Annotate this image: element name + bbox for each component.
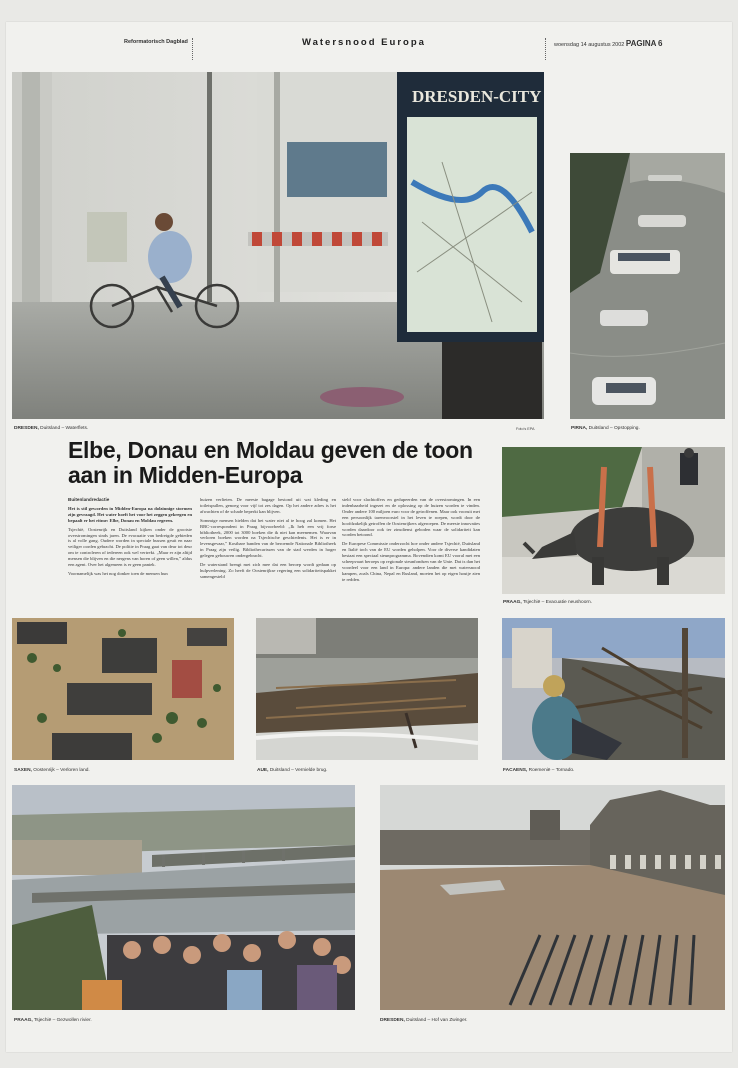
caption-text: Duitsland – Hof van Zwinger. [406, 1018, 468, 1023]
article-paragraph: De Europese Commissie onderzocht hoe onder andere Tsjechië, Duitsland en Italië toch van de EU worden geholpen. Voor de diverse kandidaten bestaat een speciaal steunprogramma. Bovendien komt EU vooral met een scheepvaart beroeps op regionale steunfondsen van de Unie. Dat is dan het voordeel voor een land in Europa: andere landen die met watersnood kampen, zoals China, Nepal en Rusland, moeten het op eigen houtje zien te redden. [342, 541, 480, 582]
article-paragraph: steld voor slachtoffers en gedupeerden van de overstromingen. In een indenbaarheid ingezet en de oplossing op de huizen worden te vinden. Onder andere 100 miljoen euro voor de getroffenen. Maar ook vooruit met een persoonlijk tarenvoorstel in het leven te roepen, wordt door de hoofdzakelijk getroffen de Oostenrijkers afgeroepen. De meeste innovaties worden daardoor ook ter zinsdienst geboden waar de solidariteit kan worden betoond. [342, 497, 480, 538]
header-divider [545, 38, 546, 60]
page-date: woensdag 14 augustus 2002 [554, 42, 625, 48]
caption-dresden [14, 426, 88, 431]
newspaper-page [6, 22, 732, 1052]
page-number: 6 [657, 39, 663, 48]
article-lead: Het is stil geworden in Midden-Europa na dolzinnige stormen zijn gevraagd. Het water hoeft het voor het zeggen gekregen en bepaalt er het ritme: Elbe, Donau en Moldau regeren. [68, 505, 192, 523]
page-header [6, 32, 732, 52]
photo-zwinger-image [380, 785, 725, 1010]
caption-text: Tsjechië – Evacuatie neushoorn. [522, 600, 592, 605]
article-paragraph: Sommige mensen hielden dat het water niet al te hoog zal komen. Het BBC-correspondent in Praag bijvoorbeeld: „Ik heb een vrij forse bibliotheek, 2000 tot 3000 boeken die ik niet kan meenemen. Waarvan verloren boeken worden na Tsjechische geschiedenis. Het is er in levensgevaar,” Kostbare banden van de beroemde Nationale Bibliotheek in Praag zijn veilig. Bibliothecarissen van de stad werden in hoger gelegen gebouwen ondergebracht. [200, 517, 336, 559]
photo-dresden-street [12, 72, 544, 419]
caption-place: DRESDEN, [14, 426, 39, 431]
caption-praag-river [14, 1018, 92, 1023]
caption-rhino [503, 600, 592, 605]
header-divider [192, 38, 193, 60]
photo-praag-river [12, 785, 355, 1010]
article-byline: Buitenlandredactie [68, 497, 110, 502]
photo-zwinger [380, 785, 725, 1010]
caption-text: Roemenië – Tornado. [528, 768, 575, 773]
caption-place: AUE, [257, 768, 269, 773]
caption-place: SAXEN, [14, 768, 32, 773]
photo-facaens-tornado [502, 618, 725, 760]
paper-name: Reformatorisch Dagblad [124, 39, 188, 45]
photo-saxen-image [12, 618, 234, 760]
article-paragraph: huizen verlieten. De meeste bagage bestond uit wat kleding en toiletspullen, genoeg voor vijf tot zes dagen. Op het andere adres is het afwachten of de schade beperkt kan blijven. [200, 497, 336, 514]
article-paragraph: De waterstand brengt met zich mee dat een beroep wordt gedaan op hulpverlening. Zo heeft de Oostenrijkse regering een solidariteitspakket samengesteld [200, 562, 336, 579]
article-paragraph: Voornamelijk was het nog donker toen de mensen hun [68, 570, 168, 576]
caption-place: FACAENS, [503, 768, 528, 773]
article-paragraph: Tsjechië, Oostenrijk en Duitsland kijken onder de grootste overstromingen sinds jaren. De evacuatie van bedreigde gebieden is al volle gang. Oudere worden in speciale bussen geuit en naar veiliger oorden gebracht. De politie in Praag gaat van deur tot deur om te controleren of iedereen ook wel vertrekt. „Maar er zijn altijd mensen die blijven en die nergens van horen of geen willen,” aldus een agent. Over het algemeen is er geen paniek. [68, 526, 192, 568]
photo-aue-bridge [256, 618, 478, 760]
caption-place: PRAAG, [14, 1018, 33, 1023]
caption-facaens [503, 768, 574, 773]
caption-place: DRESDEN, [380, 1018, 405, 1023]
caption-saxen [14, 768, 90, 773]
photo-pirna-cars [570, 153, 725, 419]
caption-aue [257, 768, 327, 773]
page-date-line [554, 39, 662, 48]
photo-dresden-image [12, 72, 544, 419]
photo-credit: Foto's EPA [516, 427, 535, 431]
photo-pirna-image [570, 153, 725, 419]
article-column-2 [200, 497, 336, 583]
caption-text: Oostenrijk – Verloren land. [33, 768, 90, 773]
caption-place: PIRNA, [571, 426, 588, 431]
caption-text: Tsjechië – Gezwollen rivier. [33, 1018, 92, 1023]
photo-praag-image [12, 785, 355, 1010]
caption-place: PRAAG, [503, 600, 522, 605]
caption-text: Duitsland – Waterflets. [40, 426, 89, 431]
photo-saxen-aerial [12, 618, 234, 760]
photo-aue-image [256, 618, 478, 760]
section-title: Watersnood Europa [302, 37, 426, 48]
caption-text: Duitsland – Opstopping. [588, 426, 640, 431]
page-label: PAGINA [625, 39, 657, 48]
article-column-3 [342, 497, 480, 586]
photo-rhino-evacuation [502, 447, 725, 594]
caption-pirna [571, 426, 640, 431]
photo-facaens-image [502, 618, 725, 760]
article-headline: Elbe, Donau en Moldau geven de toon aan in Midden-Europa [68, 437, 473, 488]
caption-zwinger [380, 1018, 467, 1023]
sign-title: DRESDEN-CITY [412, 87, 542, 106]
caption-text: Duitsland – Vernielde brug. [269, 768, 328, 773]
article-column-1 [68, 497, 192, 580]
photo-rhino-image [502, 447, 725, 594]
